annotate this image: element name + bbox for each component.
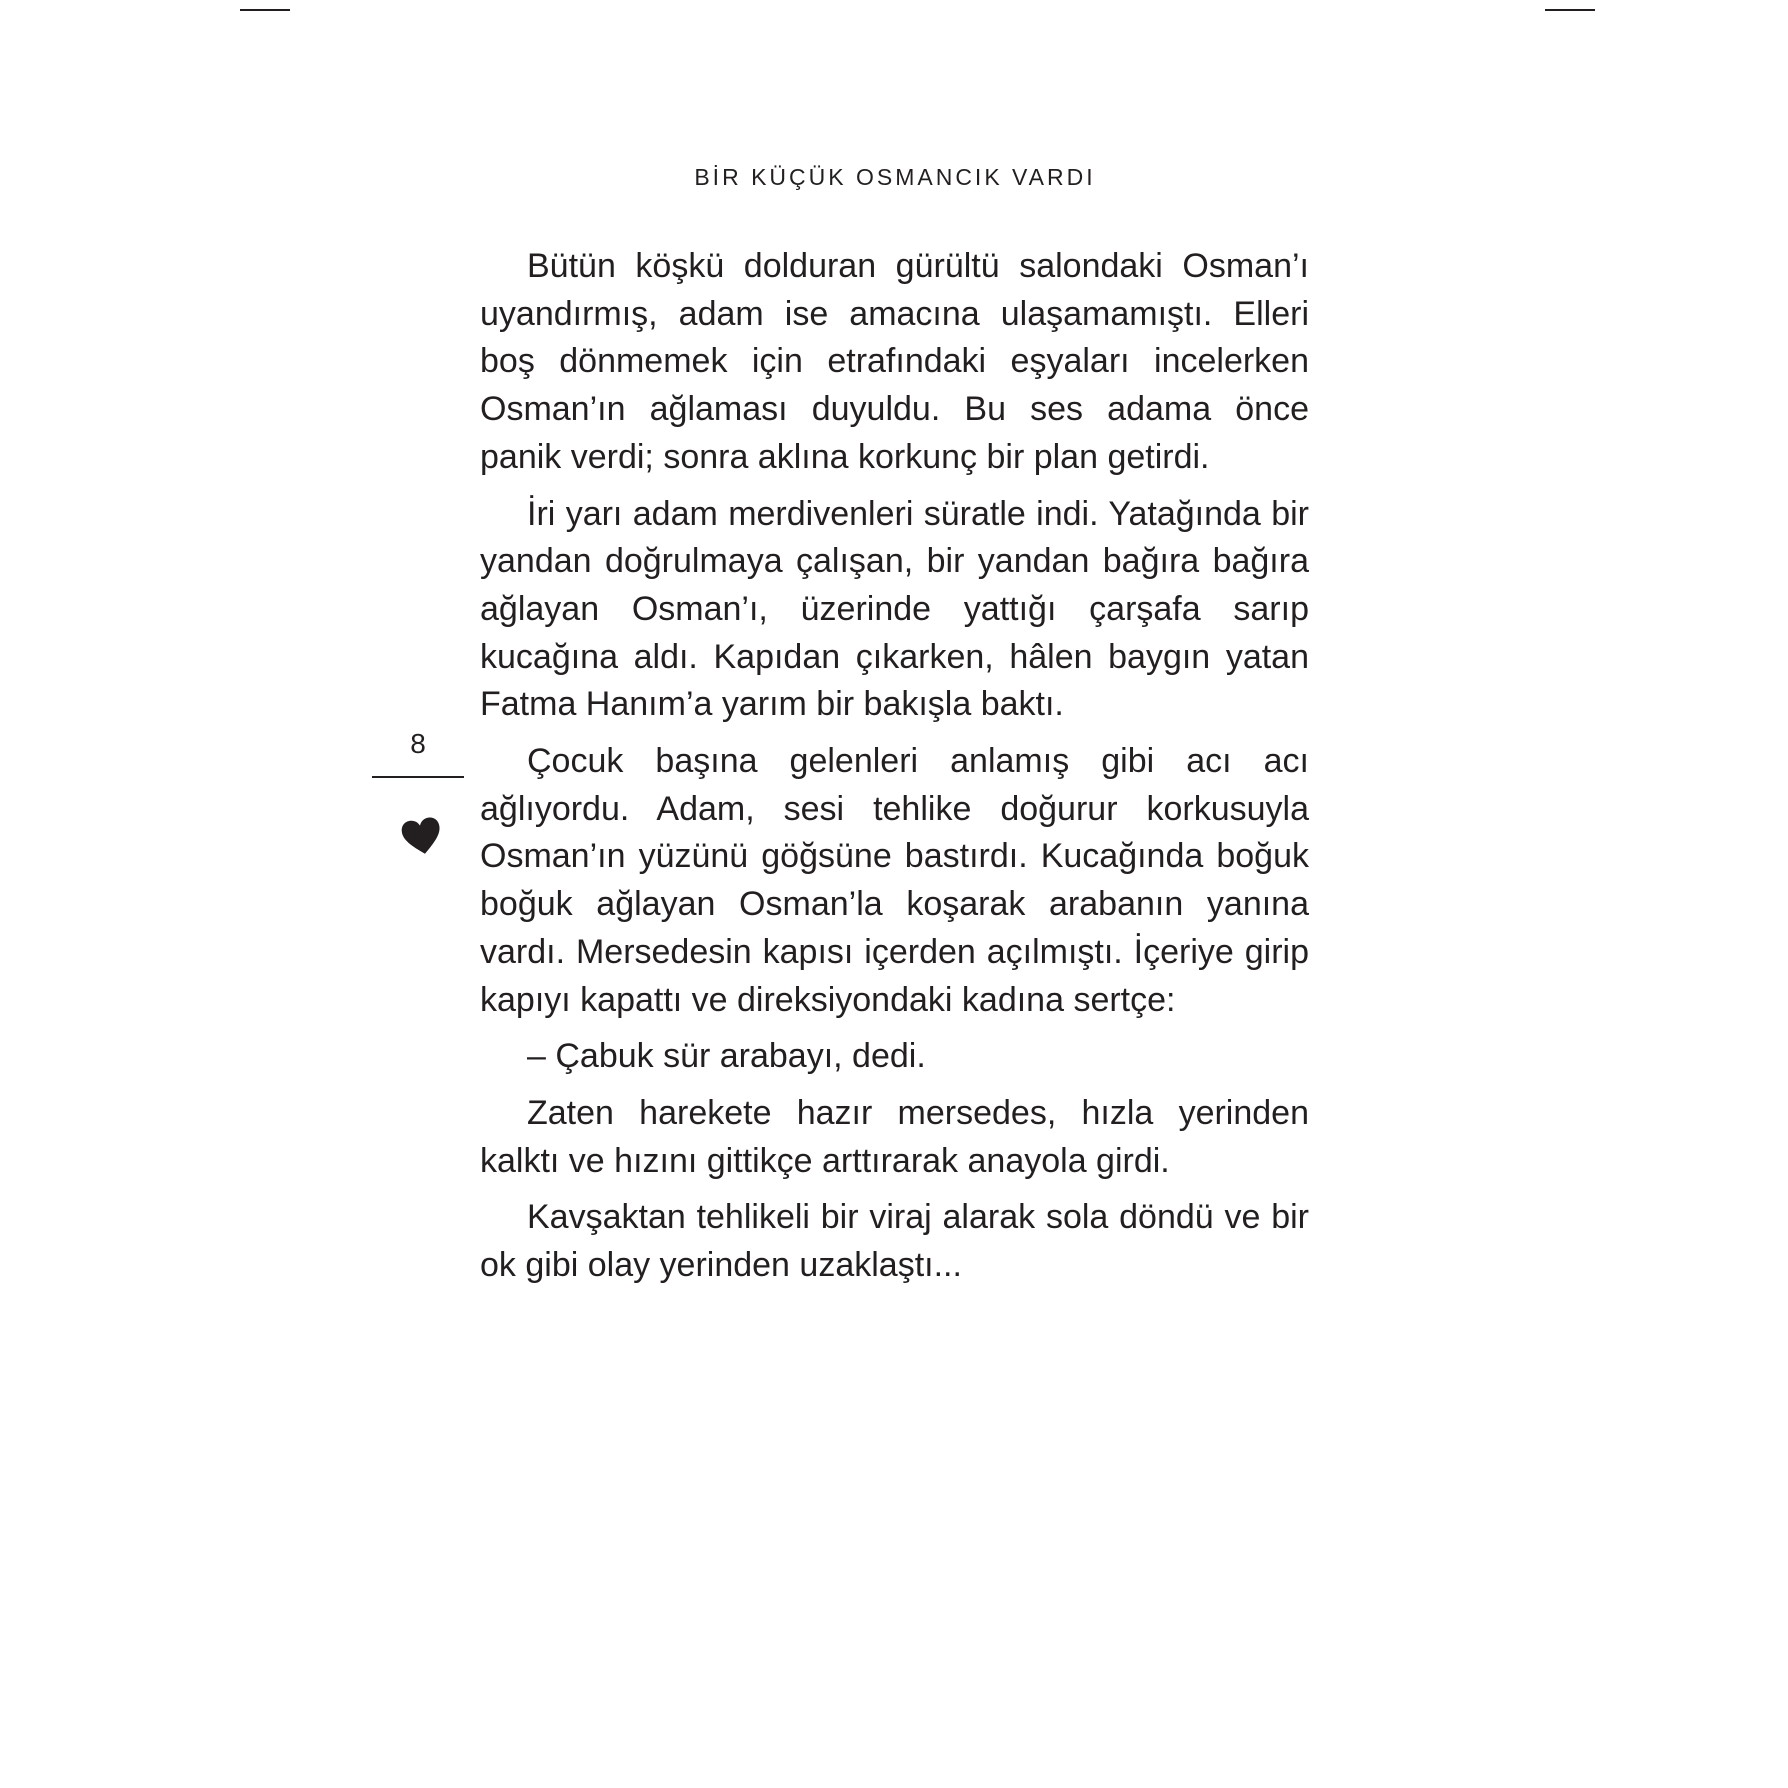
paragraph: Çocuk başına gelenleri anlamış gibi acı acı ağlıyordu. Adam, sesi tehlike doğurur korkusuyla Osman’ın yüzünü göğsüne bastırdı. Kucağında boğuk boğuk ağlayan Osman’la koşarak arabanın yanına vardı. Mersedesin kapısı içerden açılmıştı. İçeriye girip kapıyı kapattı ve direksiyondaki kadına sertçe: [480,742,1309,1019]
paragraph: Zaten harekete hazır mersedes, hızla yerinden kalktı ve hızını gittikçe arttırarak anayola girdi. [480,1093,1309,1180]
running-head: BİR KÜÇÜK OSMANCIK VARDI [694,164,1096,190]
body-text [480,243,1309,1299]
page-number-rule [372,776,464,778]
paragraph: İri yarı adam merdivenleri süratle indi. Yatağında bir yandan doğrulmaya çalışan, bir yandan bağıra bağıra ağlayan Osman’ı, üzerinde yattığı çarşafa sarıp kucağına aldı. Kapıdan çıkarken, hâlen baygın yatan Fatma Hanım’a yarım bir bakışla baktı. [480,494,1309,724]
dialogue-line: – Çabuk sür arabayı, dedi. [527,1037,926,1076]
heart-icon [399,815,445,859]
crop-mark-right [1545,9,1595,11]
page-number: 8 [410,728,426,759]
paragraph: Kavşaktan tehlikeli bir viraj alarak sola döndü ve bir ok gibi olay yerinden uzaklaştı... [480,1198,1309,1285]
paragraph: Bütün köşkü dolduran gürültü salondaki Osman’ı uyandırmış, adam ise amacına ulaşamamıştı. Elleri boş dönmemek için etrafındaki eşyaları incelerken Osman’ın ağlaması duyuldu. Bu ses adama önce panik verdi; sonra aklına korkunç bir plan getirdi. [480,247,1309,476]
crop-mark-left [240,9,290,11]
